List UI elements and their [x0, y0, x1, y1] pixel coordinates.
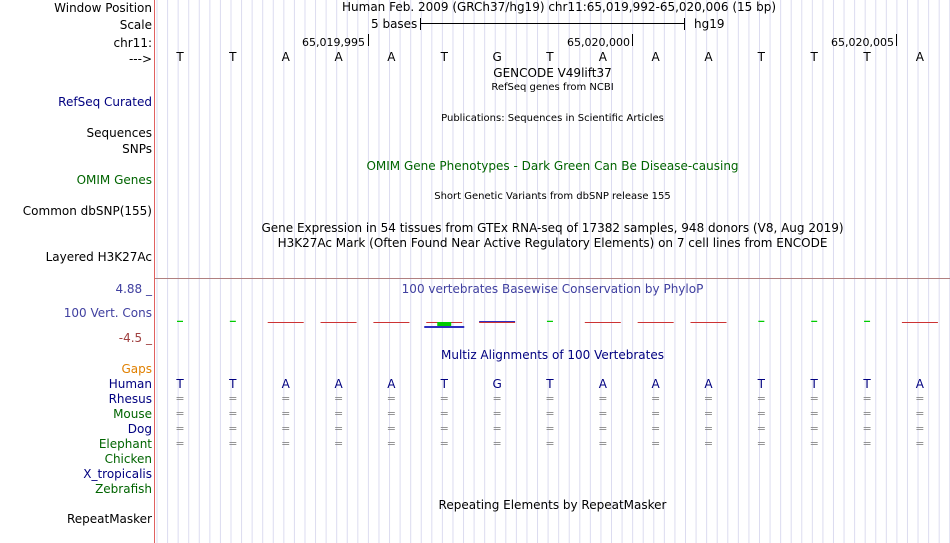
- rhesus-base-9: =: [598, 392, 608, 405]
- base-11: A: [704, 50, 713, 64]
- base-9: A: [598, 50, 607, 64]
- mouse-base-15: =: [915, 407, 925, 420]
- phylop-track-title[interactable]: 100 vertebrates Basewise Conservation by PhyloP: [401, 282, 704, 296]
- elephant-base-15: =: [915, 437, 925, 450]
- phylop-bar-8: [547, 321, 553, 322]
- elephant-base-14: =: [862, 437, 872, 450]
- phylop-peak-underline: [424, 326, 464, 328]
- common-dbsnp-label[interactable]: Common dbSNP(155): [22, 204, 152, 218]
- mouse-base-9: =: [598, 407, 608, 420]
- rhesus-base-5: =: [386, 392, 396, 405]
- mouse-base-13: =: [809, 407, 819, 420]
- dbsnp-track-title[interactable]: Short Genetic Variants from dbSNP release 155: [434, 191, 671, 202]
- scale-bases-text: 5 bases: [371, 17, 418, 31]
- refseq-curated-label[interactable]: RefSeq Curated: [58, 95, 152, 109]
- chrom-label: chr11:: [113, 36, 152, 50]
- base-4: A: [334, 50, 343, 64]
- dog-base-7: =: [492, 422, 502, 435]
- dog-base-14: =: [862, 422, 872, 435]
- species-label-mouse[interactable]: Mouse: [113, 407, 152, 421]
- phylop-min-label: -4.5 _: [118, 331, 152, 345]
- mouse-base-1: =: [175, 407, 185, 420]
- strand-label: --->: [128, 52, 152, 66]
- base-2: T: [229, 50, 237, 64]
- mouse-base-3: =: [281, 407, 291, 420]
- elephant-base-8: =: [545, 437, 555, 450]
- human-base-5: A: [387, 377, 396, 391]
- base-7: G: [492, 50, 502, 64]
- human-base-8: T: [546, 377, 554, 391]
- assembly-name: hg19: [694, 17, 725, 31]
- base-8: T: [546, 50, 554, 64]
- base-12: T: [757, 50, 766, 64]
- window-position-label: Window Position: [54, 1, 152, 15]
- elephant-base-11: =: [703, 437, 714, 450]
- mouse-base-7: =: [492, 407, 502, 420]
- multiz-track-title[interactable]: Multiz Alignments of 100 Vertebrates: [440, 348, 665, 362]
- refseq-track-subtitle[interactable]: RefSeq genes from NCBI: [491, 82, 614, 93]
- mouse-base-5: =: [386, 407, 396, 420]
- rhesus-base-4: =: [333, 392, 344, 405]
- phylop-bar-11: [691, 322, 727, 323]
- dog-base-11: =: [703, 422, 714, 435]
- elephant-base-5: =: [386, 437, 396, 450]
- dog-base-6: =: [439, 422, 449, 435]
- omim-track-title[interactable]: OMIM Gene Phenotypes - Dark Green Can Be Disease-causing: [366, 159, 739, 173]
- species-label-x_tropicalis[interactable]: X_tropicalis: [83, 467, 152, 481]
- rhesus-base-13: =: [809, 392, 819, 405]
- dog-base-9: =: [598, 422, 608, 435]
- snps-label[interactable]: SNPs: [122, 142, 152, 156]
- elephant-base-13: =: [809, 437, 819, 450]
- elephant-base-6: =: [439, 437, 449, 450]
- elephant-base-12: =: [756, 437, 766, 450]
- dog-base-12: =: [756, 422, 766, 435]
- phylop-max-label: 4.88 _: [115, 282, 152, 296]
- scale-label: Scale: [119, 18, 152, 32]
- h3k27ac-track-title[interactable]: H3K27Ac Mark (Often Found Near Active Regulatory Elements) on 7 cell lines from ENCODE: [277, 236, 828, 250]
- mouse-base-6: =: [439, 407, 449, 420]
- rhesus-base-12: =: [756, 392, 766, 405]
- mouse-base-12: =: [756, 407, 766, 420]
- rhesus-base-15: =: [915, 392, 925, 405]
- human-base-9: A: [598, 377, 607, 391]
- phylop-bar-4: [321, 322, 357, 323]
- gaps-label[interactable]: Gaps: [121, 362, 152, 376]
- mouse-base-2: =: [228, 407, 238, 420]
- species-label-elephant[interactable]: Elephant: [98, 437, 152, 451]
- publications-track-title[interactable]: Publications: Sequences in Scientific Articles: [441, 113, 664, 124]
- phylop-bar-5: [373, 322, 409, 323]
- window-position-text: Human Feb. 2009 (GRCh37/hg19) chr11:65,019,992-65,020,006 (15 bp): [342, 0, 777, 14]
- coord-label-2: 65,020,000: [567, 36, 630, 49]
- rhesus-base-6: =: [439, 392, 449, 405]
- human-base-7: G: [492, 377, 502, 391]
- dog-base-13: =: [809, 422, 819, 435]
- layered-h3k27ac-label[interactable]: Layered H3K27Ac: [45, 250, 152, 264]
- human-base-3: A: [281, 377, 290, 391]
- rhesus-base-14: =: [862, 392, 872, 405]
- elephant-base-1: =: [175, 437, 185, 450]
- gtex-track-title[interactable]: Gene Expression in 54 tissues from GTEx RNA-seq of 17382 samples, 948 donors (V8, Aug 2019): [261, 221, 844, 235]
- elephant-base-10: =: [651, 437, 661, 450]
- rhesus-base-8: =: [545, 392, 555, 405]
- species-label-rhesus[interactable]: Rhesus: [108, 392, 152, 406]
- base-13: T: [810, 50, 818, 64]
- phylop-bar-1: [177, 321, 183, 322]
- phylop-bar-2: [230, 321, 236, 322]
- mouse-base-10: =: [651, 407, 661, 420]
- omim-genes-label[interactable]: OMIM Genes: [76, 173, 152, 187]
- repeatmasker-label[interactable]: RepeatMasker: [66, 512, 152, 526]
- dog-base-2: =: [228, 422, 238, 435]
- rhesus-base-10: =: [651, 392, 661, 405]
- phylop-bar-3: [268, 322, 304, 323]
- vert-cons-label[interactable]: 100 Vert. Cons: [63, 306, 152, 320]
- elephant-base-2: =: [228, 437, 238, 450]
- dog-base-3: =: [281, 422, 291, 435]
- human-base-6: T: [440, 377, 448, 391]
- human-base-13: T: [810, 377, 818, 391]
- dog-base-5: =: [386, 422, 396, 435]
- phylop-bar-13: [811, 321, 817, 322]
- gencode-track-title[interactable]: GENCODE V49lift37: [493, 66, 612, 80]
- mouse-base-4: =: [333, 407, 344, 420]
- phylop-bar-10: [638, 322, 674, 323]
- human-base-2: T: [229, 377, 237, 391]
- base-10: A: [651, 50, 660, 64]
- repeatmasker-track-title[interactable]: Repeating Elements by RepeatMasker: [438, 498, 667, 512]
- elephant-base-7: =: [492, 437, 502, 450]
- elephant-base-3: =: [281, 437, 291, 450]
- rhesus-base-11: =: [703, 392, 714, 405]
- base-14: T: [863, 50, 871, 64]
- human-base-12: T: [757, 377, 766, 391]
- base-6: T: [440, 50, 448, 64]
- sequences-label[interactable]: Sequences: [86, 126, 152, 140]
- dog-base-15: =: [915, 422, 925, 435]
- human-base-10: A: [651, 377, 660, 391]
- species-label-human[interactable]: Human: [108, 377, 152, 391]
- phylop-bar-7: [479, 322, 515, 323]
- dog-base-10: =: [651, 422, 661, 435]
- species-label-chicken[interactable]: Chicken: [104, 452, 152, 466]
- base-3: A: [281, 50, 290, 64]
- human-base-4: A: [334, 377, 343, 391]
- base-5: A: [387, 50, 396, 64]
- human-base-1: T: [176, 377, 184, 391]
- phylop-bar-14: [864, 321, 870, 322]
- human-base-15: A: [915, 377, 924, 391]
- phylop-bar-9: [585, 322, 621, 323]
- mouse-base-11: =: [703, 407, 714, 420]
- rhesus-base-2: =: [228, 392, 238, 405]
- rhesus-base-1: =: [175, 392, 185, 405]
- dog-base-1: =: [175, 422, 185, 435]
- phylop-bar-12: [758, 321, 764, 322]
- rhesus-base-3: =: [281, 392, 291, 405]
- mouse-base-8: =: [545, 407, 555, 420]
- phylop-blue-segment: [479, 321, 515, 322]
- mouse-base-14: =: [862, 407, 872, 420]
- species-label-zebrafish[interactable]: Zebrafish: [95, 482, 152, 496]
- elephant-base-9: =: [598, 437, 608, 450]
- rhesus-base-7: =: [492, 392, 502, 405]
- base-1: T: [176, 50, 184, 64]
- elephant-base-4: =: [333, 437, 344, 450]
- coord-label-1: 65,019,995: [302, 36, 365, 49]
- species-label-dog[interactable]: Dog: [127, 422, 152, 436]
- human-base-11: A: [704, 377, 713, 391]
- base-15: A: [915, 50, 924, 64]
- phylop-bar-15: [902, 322, 938, 323]
- dog-base-4: =: [333, 422, 344, 435]
- dog-base-8: =: [545, 422, 555, 435]
- coord-label-3: 65,020,005: [831, 36, 894, 49]
- human-base-14: T: [863, 377, 871, 391]
